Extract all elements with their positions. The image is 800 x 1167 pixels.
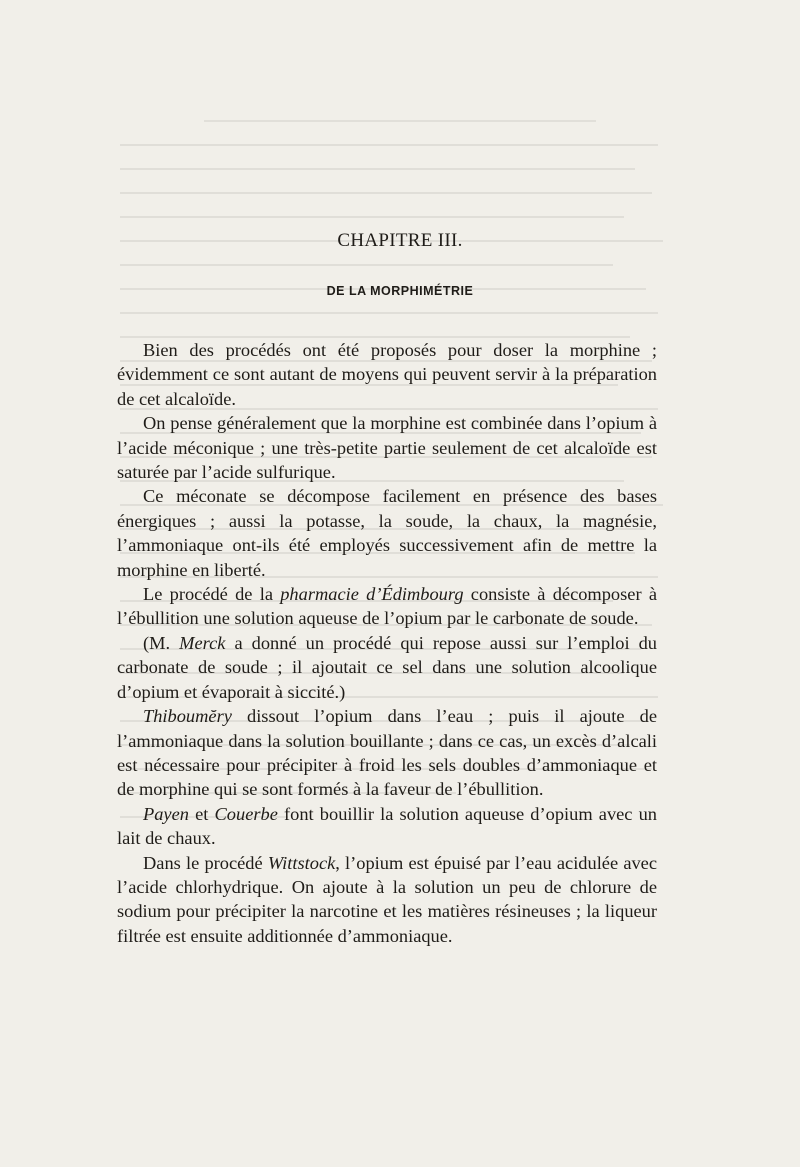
paragraph-text: On pense généralement que la morphine est combinée dans l’opium à l’acide méconique ; une très-petite partie seulement de cet alcaloïde est saturée par l’acide sulfurique. <box>117 413 657 483</box>
paragraph <box>117 338 657 411</box>
paragraph <box>117 704 657 802</box>
paragraph-text: dissout l’opium dans l’eau ; puis il ajoute de l’ammoniaque dans la solution bouillante ; dans ce cas, un excès d’alcali est nécessaire pour précipiter à froid les sels doubles d’ammoniaque et de morphine qui se sont formés à la faveur de l’ébullition. <box>117 706 657 800</box>
paragraph-text: Bien des procédés ont été proposés pour doser la morphine ; évidemment ce sont autant de moyens qui peuvent servir à la préparation de cet alcaloïde. <box>117 340 657 409</box>
paragraph-text: (M. <box>143 632 180 653</box>
paragraph-text: Ce méconate se décompose facilement en présence des bases énergiques ; aussi la potasse, la soude, la chaux, la magnésie, l’ammoniaque ont-ils été employés successivement afin de mettre la morphine en liberté. <box>117 486 657 580</box>
paragraph-text: a donné un procédé qui repose aussi sur l’emploi du carbonate de soude ; il ajoutait ce sel dans une solution alcoolique d’opium et évaporait à siccité.) <box>117 632 657 702</box>
italic-text: Thiboumĕry <box>143 706 232 727</box>
italic-text: Couerbe <box>214 803 278 824</box>
paragraph-text: font bouillir la solution aqueuse d’opium avec un lait de chaux. <box>117 803 658 849</box>
paragraph <box>117 582 657 631</box>
paragraph <box>117 851 657 949</box>
italic-text: Wittstock <box>267 852 336 873</box>
paragraph <box>117 631 657 704</box>
paragraph <box>117 411 657 484</box>
chapter-heading: CHAPITRE III. <box>337 230 463 251</box>
paragraph-text: Le procédé de la <box>143 584 281 605</box>
paragraph <box>117 484 657 582</box>
paragraph-text: consiste à décomposer à l’ébullition une solution aqueuse de l’opium par le carbonate de soude. <box>117 584 657 629</box>
paragraph-text: , l’opium est épuisé par l’eau acidulée avec l’acide chlorhydrique. On ajoute à la solution un peu de chlorure de sodium pour précipiter la narcotine et les matières résineuses ; la liqueur filtrée est ensuite additionnée d’ammoniaque. <box>117 852 658 946</box>
italic-text: pharmacie d’Édimbourg <box>280 584 464 605</box>
paragraph-text: Dans le procédé <box>143 852 268 873</box>
italic-text: Merck <box>179 632 226 653</box>
section-title: DE LA MORPHIMÉTRIE <box>326 284 474 298</box>
paragraph <box>117 802 657 851</box>
italic-text: Payen <box>143 803 189 824</box>
body-text <box>117 338 657 948</box>
paragraph-text: et <box>188 803 215 824</box>
